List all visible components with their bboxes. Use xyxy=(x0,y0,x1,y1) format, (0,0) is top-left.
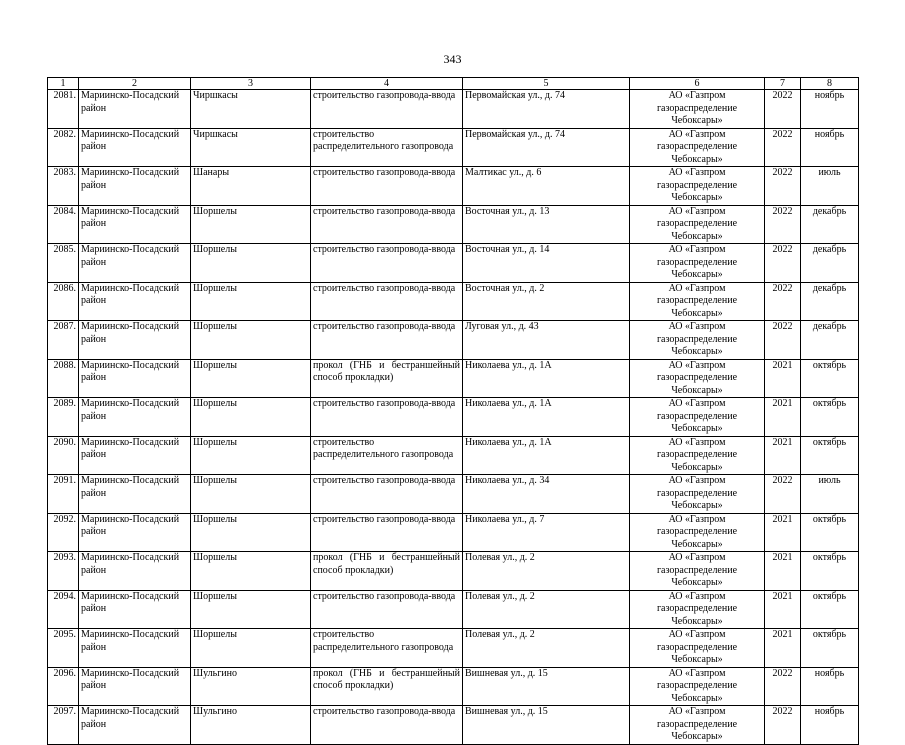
year-cell: 2022 xyxy=(765,167,801,206)
address-cell: Николаева ул., д. 34 xyxy=(463,475,630,514)
month-cell: октябрь xyxy=(801,359,859,398)
organization-cell: АО «Газпром газораспределение Чебоксары» xyxy=(630,359,765,398)
row-number: 2086. xyxy=(48,282,79,321)
page-number: 343 xyxy=(443,52,462,66)
district-cell: Мариинско-Посадский район xyxy=(79,513,191,552)
column-header: 8 xyxy=(801,78,859,90)
settlement-cell: Чиршкасы xyxy=(191,90,311,129)
row-number: 2094. xyxy=(48,590,79,629)
district-cell: Мариинско-Посадский район xyxy=(79,436,191,475)
year-cell: 2022 xyxy=(765,205,801,244)
district-cell: Мариинско-Посадский район xyxy=(79,475,191,514)
organization-cell: АО «Газпром газораспределение Чебоксары» xyxy=(630,706,765,745)
work-type-cell: строительство газопровода-ввода xyxy=(311,167,463,206)
district-cell: Мариинско-Посадский район xyxy=(79,398,191,437)
organization-cell: АО «Газпром газораспределение Чебоксары» xyxy=(630,629,765,668)
year-cell: 2022 xyxy=(765,128,801,167)
table-row xyxy=(48,706,859,745)
month-cell: октябрь xyxy=(801,552,859,591)
row-number: 2095. xyxy=(48,629,79,668)
organization-cell: АО «Газпром газораспределение Чебоксары» xyxy=(630,244,765,283)
address-cell: Вишневая ул., д. 15 xyxy=(463,706,630,745)
table-body xyxy=(48,90,859,745)
month-cell: октябрь xyxy=(801,513,859,552)
settlement-cell: Шоршелы xyxy=(191,359,311,398)
district-cell: Мариинско-Посадский район xyxy=(79,706,191,745)
address-cell: Полевая ул., д. 2 xyxy=(463,629,630,668)
work-type-cell: строительство распределительного газопровода xyxy=(311,629,463,668)
year-cell: 2022 xyxy=(765,244,801,283)
column-header: 7 xyxy=(765,78,801,90)
district-cell: Мариинско-Посадский район xyxy=(79,167,191,206)
month-cell: октябрь xyxy=(801,398,859,437)
table-row xyxy=(48,436,859,475)
year-cell: 2021 xyxy=(765,398,801,437)
organization-cell: АО «Газпром газораспределение Чебоксары» xyxy=(630,205,765,244)
table-row xyxy=(48,128,859,167)
month-cell: октябрь xyxy=(801,629,859,668)
month-cell: декабрь xyxy=(801,321,859,360)
settlement-cell: Шоршелы xyxy=(191,513,311,552)
district-cell: Мариинско-Посадский район xyxy=(79,90,191,129)
settlement-cell: Шульгино xyxy=(191,706,311,745)
year-cell: 2021 xyxy=(765,629,801,668)
organization-cell: АО «Газпром газораспределение Чебоксары» xyxy=(630,167,765,206)
row-number: 2087. xyxy=(48,321,79,360)
row-number: 2082. xyxy=(48,128,79,167)
work-type-cell: прокол (ГНБ и бестраншейный способ прокладки) xyxy=(311,359,463,398)
year-cell: 2022 xyxy=(765,90,801,129)
organization-cell: АО «Газпром газораспределение Чебоксары» xyxy=(630,282,765,321)
settlement-cell: Шоршелы xyxy=(191,398,311,437)
month-cell: декабрь xyxy=(801,282,859,321)
address-cell: Николаева ул., д. 1А xyxy=(463,398,630,437)
column-header: 4 xyxy=(311,78,463,90)
organization-cell: АО «Газпром газораспределение Чебоксары» xyxy=(630,90,765,129)
organization-cell: АО «Газпром газораспределение Чебоксары» xyxy=(630,667,765,706)
organization-cell: АО «Газпром газораспределение Чебоксары» xyxy=(630,128,765,167)
work-type-cell: строительство газопровода-ввода xyxy=(311,321,463,360)
address-cell: Вишневая ул., д. 15 xyxy=(463,667,630,706)
register-table xyxy=(47,77,859,745)
district-cell: Мариинско-Посадский район xyxy=(79,205,191,244)
district-cell: Мариинско-Посадский район xyxy=(79,629,191,668)
organization-cell: АО «Газпром газораспределение Чебоксары» xyxy=(630,398,765,437)
settlement-cell: Шульгино xyxy=(191,667,311,706)
address-cell: Николаева ул., д. 7 xyxy=(463,513,630,552)
column-header: 6 xyxy=(630,78,765,90)
organization-cell: АО «Газпром газораспределение Чебоксары» xyxy=(630,321,765,360)
row-number: 2090. xyxy=(48,436,79,475)
organization-cell: АО «Газпром газораспределение Чебоксары» xyxy=(630,590,765,629)
row-number: 2083. xyxy=(48,167,79,206)
table-row xyxy=(48,667,859,706)
row-number: 2089. xyxy=(48,398,79,437)
year-cell: 2021 xyxy=(765,513,801,552)
month-cell: ноябрь xyxy=(801,128,859,167)
work-type-cell: строительство газопровода-ввода xyxy=(311,398,463,437)
work-type-cell: строительство газопровода-ввода xyxy=(311,706,463,745)
address-cell: Малтикас ул., д. 6 xyxy=(463,167,630,206)
work-type-cell: строительство газопровода-ввода xyxy=(311,244,463,283)
district-cell: Мариинско-Посадский район xyxy=(79,552,191,591)
work-type-cell: строительство газопровода-ввода xyxy=(311,590,463,629)
district-cell: Мариинско-Посадский район xyxy=(79,359,191,398)
address-cell: Восточная ул., д. 14 xyxy=(463,244,630,283)
settlement-cell: Шоршелы xyxy=(191,629,311,668)
year-cell: 2021 xyxy=(765,590,801,629)
table-row xyxy=(48,359,859,398)
year-cell: 2022 xyxy=(765,282,801,321)
work-type-cell: строительство распределительного газопровода xyxy=(311,128,463,167)
organization-cell: АО «Газпром газораспределение Чебоксары» xyxy=(630,513,765,552)
settlement-cell: Шоршелы xyxy=(191,321,311,360)
work-type-cell: строительство распределительного газопровода xyxy=(311,436,463,475)
work-type-cell: строительство газопровода-ввода xyxy=(311,513,463,552)
year-cell: 2021 xyxy=(765,359,801,398)
address-cell: Восточная ул., д. 2 xyxy=(463,282,630,321)
header-row xyxy=(48,78,859,90)
work-type-cell: строительство газопровода-ввода xyxy=(311,282,463,321)
table-row xyxy=(48,90,859,129)
column-header: 2 xyxy=(79,78,191,90)
row-number: 2096. xyxy=(48,667,79,706)
month-cell: июль xyxy=(801,475,859,514)
month-cell: декабрь xyxy=(801,205,859,244)
district-cell: Мариинско-Посадский район xyxy=(79,590,191,629)
year-cell: 2021 xyxy=(765,436,801,475)
table-row xyxy=(48,629,859,668)
table-row xyxy=(48,552,859,591)
table-row xyxy=(48,244,859,283)
settlement-cell: Шоршелы xyxy=(191,282,311,321)
row-number: 2092. xyxy=(48,513,79,552)
table-row xyxy=(48,205,859,244)
address-cell: Николаева ул., д. 1А xyxy=(463,359,630,398)
settlement-cell: Шоршелы xyxy=(191,244,311,283)
organization-cell: АО «Газпром газораспределение Чебоксары» xyxy=(630,475,765,514)
organization-cell: АО «Газпром газораспределение Чебоксары» xyxy=(630,436,765,475)
year-cell: 2022 xyxy=(765,667,801,706)
month-cell: октябрь xyxy=(801,590,859,629)
district-cell: Мариинско-Посадский район xyxy=(79,244,191,283)
work-type-cell: строительство газопровода-ввода xyxy=(311,205,463,244)
column-header: 5 xyxy=(463,78,630,90)
district-cell: Мариинско-Посадский район xyxy=(79,128,191,167)
month-cell: ноябрь xyxy=(801,706,859,745)
district-cell: Мариинско-Посадский район xyxy=(79,321,191,360)
district-cell: Мариинско-Посадский район xyxy=(79,667,191,706)
work-type-cell: прокол (ГНБ и бестраншейный способ прокладки) xyxy=(311,552,463,591)
address-cell: Восточная ул., д. 13 xyxy=(463,205,630,244)
month-cell: ноябрь xyxy=(801,90,859,129)
table-row xyxy=(48,590,859,629)
column-header: 3 xyxy=(191,78,311,90)
table-row xyxy=(48,398,859,437)
address-cell: Луговая ул., д. 43 xyxy=(463,321,630,360)
year-cell: 2021 xyxy=(765,552,801,591)
month-cell: июль xyxy=(801,167,859,206)
work-type-cell: строительство газопровода-ввода xyxy=(311,90,463,129)
address-cell: Полевая ул., д. 2 xyxy=(463,590,630,629)
table-row xyxy=(48,167,859,206)
row-number: 2085. xyxy=(48,244,79,283)
settlement-cell: Чиршкасы xyxy=(191,128,311,167)
work-type-cell: прокол (ГНБ и бестраншейный способ прокладки) xyxy=(311,667,463,706)
row-number: 2081. xyxy=(48,90,79,129)
year-cell: 2022 xyxy=(765,321,801,360)
address-cell: Первомайская ул., д. 74 xyxy=(463,90,630,129)
row-number: 2093. xyxy=(48,552,79,591)
settlement-cell: Шоршелы xyxy=(191,590,311,629)
month-cell: ноябрь xyxy=(801,667,859,706)
settlement-cell: Шоршелы xyxy=(191,436,311,475)
row-number: 2088. xyxy=(48,359,79,398)
address-cell: Николаева ул., д. 1А xyxy=(463,436,630,475)
district-cell: Мариинско-Посадский район xyxy=(79,282,191,321)
column-header: 1 xyxy=(48,78,79,90)
settlement-cell: Шоршелы xyxy=(191,552,311,591)
month-cell: декабрь xyxy=(801,244,859,283)
year-cell: 2022 xyxy=(765,475,801,514)
table-row xyxy=(48,321,859,360)
organization-cell: АО «Газпром газораспределение Чебоксары» xyxy=(630,552,765,591)
row-number: 2084. xyxy=(48,205,79,244)
month-cell: октябрь xyxy=(801,436,859,475)
year-cell: 2022 xyxy=(765,706,801,745)
work-type-cell: строительство газопровода-ввода xyxy=(311,475,463,514)
table-row xyxy=(48,513,859,552)
row-number: 2091. xyxy=(48,475,79,514)
address-cell: Полевая ул., д. 2 xyxy=(463,552,630,591)
row-number: 2097. xyxy=(48,706,79,745)
table-row xyxy=(48,475,859,514)
settlement-cell: Шанары xyxy=(191,167,311,206)
settlement-cell: Шоршелы xyxy=(191,205,311,244)
table-row xyxy=(48,282,859,321)
address-cell: Первомайская ул., д. 74 xyxy=(463,128,630,167)
settlement-cell: Шоршелы xyxy=(191,475,311,514)
